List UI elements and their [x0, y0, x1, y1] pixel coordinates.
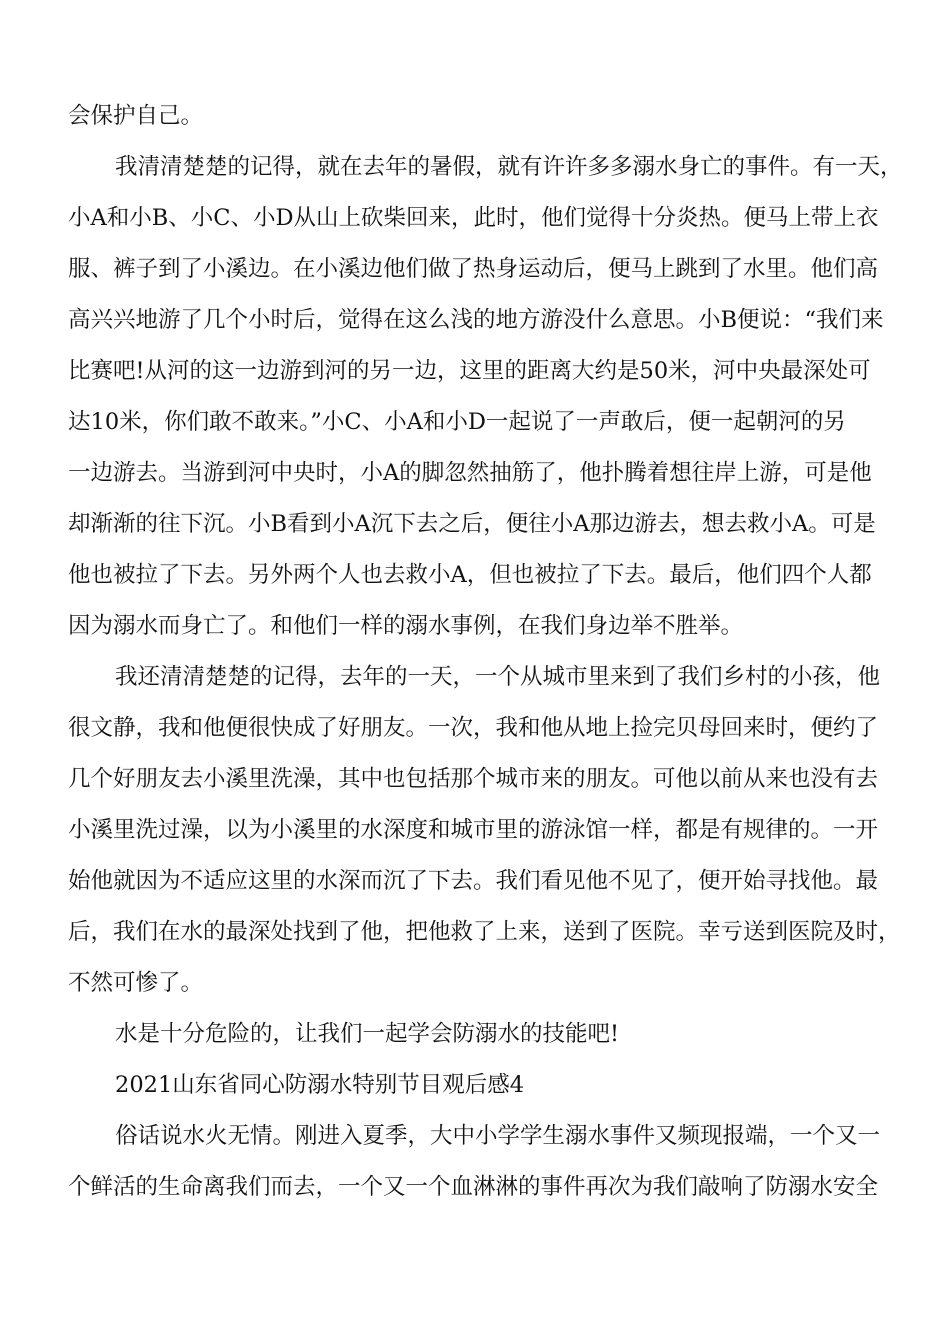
paragraph-start-line: 我还清清楚楚的记得，去年的一天，一个从城市里来到了我们乡村的小孩，他	[115, 664, 881, 690]
paragraph-start-line: 水是十分危险的，让我们一起学会防溺水的技能吧!	[115, 1021, 620, 1047]
text-line: 小A和小B、小C、小D从山上砍柴回来，此时，他们觉得十分炎热。便马上带上衣	[68, 205, 879, 231]
section-heading: 2021山东省同心防溺水特别节目观后感4	[115, 1072, 525, 1098]
text-line: 很文静，我和他便很快成了好朋友。一次，我和他从地上捡完贝母回来时，便约了	[68, 715, 879, 741]
text-line: 一边游去。当游到河中央时，小A的脚忽然抽筋了，他扑腾着想往岸上游，可是他	[68, 460, 872, 486]
text-line: 小溪里洗过澡，以为小溪里的水深度和城市里的游泳馆一样，都是有规律的。一开	[68, 817, 879, 843]
text-line: 不然可惨了。	[68, 970, 204, 996]
text-line: 因为溺水而身亡了。和他们一样的溺水事例，在我们身边举不胜举。	[68, 613, 744, 639]
text-line: 始他就因为不适应这里的水深而沉了下去。我们看见他不见了，便开始寻找他。最	[68, 868, 879, 894]
text-line: 会保护自己。	[68, 103, 204, 129]
text-line: 比赛吧!从河的这一边游到河的另一边，这里的距离大约是50米，河中央最深处可	[68, 358, 871, 384]
text-line: 达10米，你们敢不敢来。”小C、小A和小D一起说了一声敢后，便一起朝河的另	[68, 409, 846, 435]
text-line: 个鲜活的生命离我们而去，一个又一个血淋淋的事件再次为我们敲响了防溺水安全	[68, 1174, 879, 1200]
text-line: 他也被拉了下去。另外两个人也去救小A，但也被拉了下去。最后，他们四个人都	[68, 562, 872, 588]
paragraph-start-line: 俗话说水火无情。刚进入夏季，大中小学学生溺水事件又频现报端，一个又一	[115, 1123, 881, 1149]
text-line: 几个好朋友去小溪里洗澡，其中也包括那个城市来的朋友。可他以前从来也没有去	[68, 766, 879, 792]
paragraph-start-line: 我清清楚楚的记得，就在去年的暑假，就有许许多多溺水身亡的事件。有一天，	[115, 154, 903, 180]
text-line: 却渐渐的往下沉。小B看到小A沉下去之后，便往小A那边游去，想去救小A。可是	[68, 511, 876, 537]
text-line: 高兴兴地游了几个小时后，觉得在这么浅的地方游没什么意思。小B便说：“我们来	[68, 307, 884, 333]
text-line: 后，我们在水的最深处找到了他，把他救了上来，送到了医院。幸亏送到医院及时，	[68, 919, 901, 945]
text-line: 服、裤子到了小溪边。在小溪边他们做了热身运动后，便马上跳到了水里。他们高	[68, 256, 879, 282]
